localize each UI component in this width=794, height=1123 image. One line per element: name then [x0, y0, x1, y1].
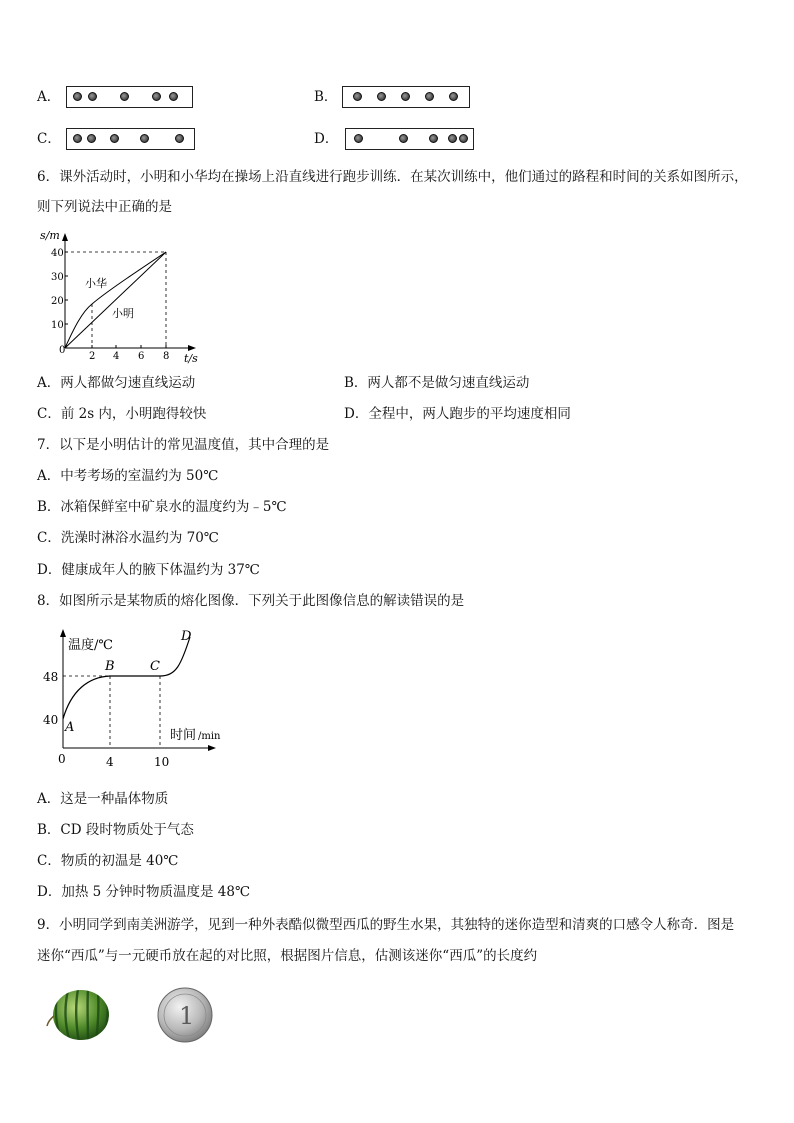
- y-tick-label-48: 48: [43, 670, 59, 684]
- dot: [425, 92, 434, 101]
- dot: [152, 92, 161, 101]
- point-label-b: B: [105, 659, 115, 674]
- dot: [140, 134, 149, 143]
- dot: [399, 134, 408, 143]
- q6-stem-line-1: 6．课外活动时，小明和小华均在操场上沿直线进行跑步训练．在某次训练中，他们通过的路程和时间的关系如图所示，: [37, 169, 748, 185]
- q9-stem-line-1: 9．小明同学到南美洲游学，见到一种外表酷似微型西瓜的野生水果，其独特的迷你造型和清爽的口感令人称奇．图是: [37, 917, 735, 933]
- y-tick-label: 30: [51, 272, 64, 283]
- origin-label: 0: [58, 752, 66, 766]
- one-yuan-coin-image: [154, 986, 216, 1044]
- dot: [73, 134, 82, 143]
- point-label-c: C: [150, 659, 160, 674]
- q5-option-a-label: A．: [37, 89, 61, 105]
- y-axis-label: 温度/℃: [68, 638, 113, 653]
- x-tick-label-4: 4: [106, 755, 114, 769]
- dot: [120, 92, 129, 101]
- x-axis-arrow: [188, 345, 196, 351]
- x-axis-label: 时间: [170, 728, 197, 743]
- q7-option-c: C．洗澡时淋浴水温约为 70℃: [37, 530, 219, 546]
- q5-option-c-label: C．: [37, 131, 61, 147]
- dot: [169, 92, 178, 101]
- x-axis-arrow: [208, 745, 216, 751]
- series-xiaoming-line: [65, 252, 166, 348]
- dot: [88, 92, 97, 101]
- q6-option-a: A．两人都做匀速直线运动: [37, 375, 196, 391]
- q5-option-b-label: B．: [314, 89, 338, 105]
- dot: [353, 92, 362, 101]
- q8-option-c: C．物质的初温是 40℃: [37, 853, 179, 869]
- dot: [73, 92, 82, 101]
- q5-option-d-label: D．: [314, 131, 339, 147]
- q8-option-a: A．这是一种晶体物质: [37, 791, 169, 807]
- q5-option-d-diagram: [345, 128, 474, 150]
- dot: [377, 92, 386, 101]
- q8-stem: 8．如图所示是某物质的熔化图像．下列关于此图像信息的解读错误的是: [37, 593, 465, 609]
- y-tick-label: 20: [51, 296, 64, 307]
- q7-option-b: B．冰箱保鲜室中矿泉水的温度约为﹣5℃: [37, 499, 287, 515]
- dot: [354, 134, 363, 143]
- coin-denomination: 1: [179, 1002, 195, 1030]
- x-tick-label: 4: [113, 351, 120, 362]
- dot: [87, 134, 96, 143]
- y-axis-arrow: [60, 629, 66, 637]
- dot: [175, 134, 184, 143]
- x-axis-label: t/s: [184, 352, 198, 364]
- dot: [401, 92, 410, 101]
- q6-distance-time-graph: [36, 228, 206, 364]
- y-axis-label: s/m: [40, 229, 60, 242]
- dot: [110, 134, 119, 143]
- q5-option-a-diagram: [66, 86, 193, 108]
- q8-option-b: B．CD 段时物质处于气态: [37, 822, 194, 838]
- x-axis-unit: /min: [198, 731, 221, 742]
- q7-stem: 7．以下是小明估计的常见温度值，其中合理的是: [37, 437, 330, 453]
- q8-option-d: D．加热 5 分钟时物质温度是 48℃: [37, 884, 251, 900]
- y-tick-label: 10: [51, 320, 64, 331]
- series-label-xiaohua: 小华: [85, 277, 107, 290]
- series-label-xiaoming: 小明: [112, 307, 134, 320]
- q5-option-c-diagram: [66, 128, 195, 150]
- point-label-a: A: [65, 720, 75, 735]
- q6-option-c: C．前 2s 内，小明跑得较快: [37, 406, 207, 422]
- y-axis-arrow: [62, 233, 68, 241]
- x-tick-label: 8: [163, 351, 170, 362]
- q8-melting-graph: [38, 625, 228, 773]
- y-tick-label: 40: [51, 248, 64, 259]
- x-tick-label-10: 10: [154, 755, 170, 769]
- point-label-d: D: [181, 629, 192, 644]
- x-tick-label: 6: [138, 351, 145, 362]
- q7-option-d: D．健康成年人的腋下体温约为 37℃: [37, 562, 260, 578]
- mini-watermelon-image: [44, 988, 114, 1044]
- q9-stem-line-2: 迷你“西瓜”与一元硬币放在起的对比照，根据图片信息，估测该迷你“西瓜”的长度约: [37, 948, 538, 964]
- x-tick-label: 2: [89, 351, 96, 362]
- q5-option-b-diagram: [342, 86, 470, 108]
- origin-label: 0: [59, 345, 66, 356]
- dot: [448, 134, 457, 143]
- y-tick-label-40: 40: [43, 713, 59, 727]
- dot: [459, 134, 468, 143]
- dot: [429, 134, 438, 143]
- dot: [449, 92, 458, 101]
- q6-option-b: B．两人都不是做匀速直线运动: [344, 375, 530, 391]
- q7-option-a: A．中考考场的室温约为 50℃: [37, 468, 219, 484]
- q6-option-d: D．全程中，两人跑步的平均速度相同: [344, 406, 571, 422]
- q6-stem-line-2: 则下列说法中正确的是: [37, 199, 172, 215]
